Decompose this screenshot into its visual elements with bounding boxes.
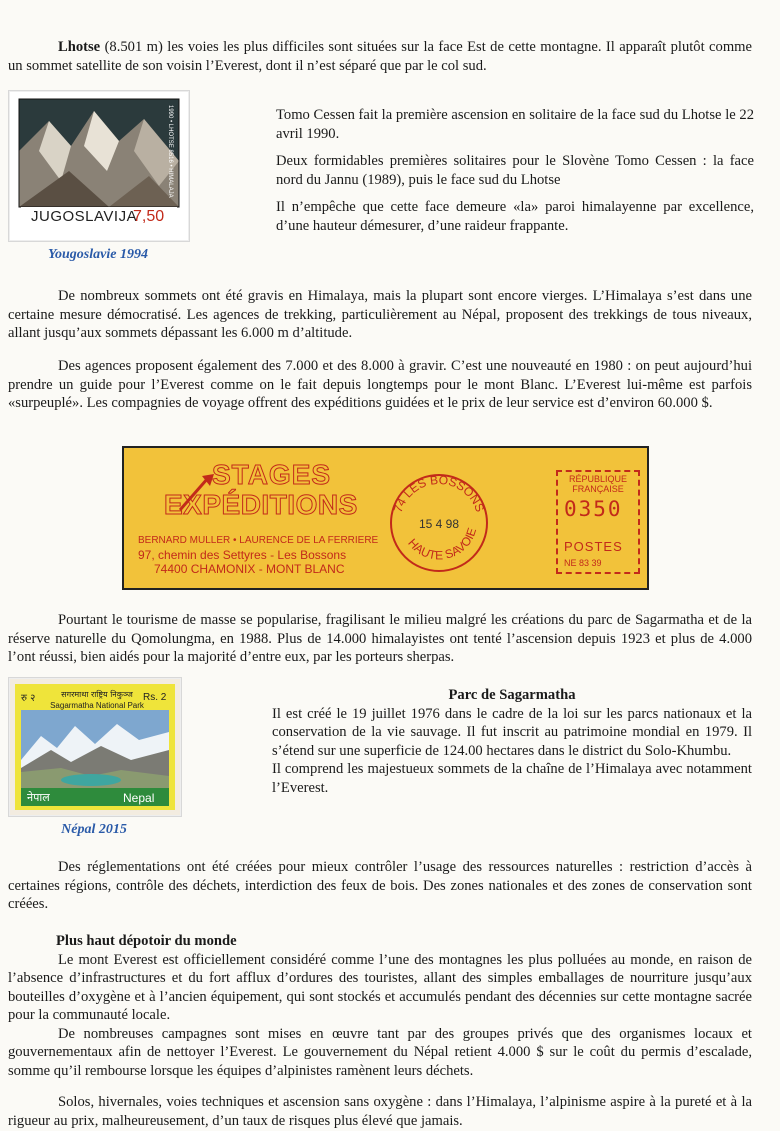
postmark-bottom: HAUTE SAVOIE — [405, 526, 480, 563]
lhotse-text-block — [276, 106, 754, 235]
intro-text: (8.501 m) les voies les plus difficiles sont situées sur la face Est de cette montagne. Il apparaît plutôt comme un sommet satellite de son voisin l’Everest, dont il n’est séparé que par le col sud. — [8, 39, 752, 74]
stamp1-band — [21, 207, 177, 229]
intro-paragraph — [8, 38, 752, 75]
stamp1-country: JUGOSLAVIJA — [31, 208, 138, 225]
stamp1-side-text: 1990 • LHOTSE 8516 • HIMALAJA — [167, 105, 173, 198]
meter-address-2: 74400 CHAMONIX - MONT BLANC — [154, 562, 345, 576]
para-solos: Solos, hivernales, voies techniques et ascension sans oxygène : dans l’Himalaya, l’alpinisme aspire à la pureté et à la rigueur au prix, malheureusement, d’un taux de risques plus élevé que jamais. — [8, 1094, 752, 1129]
stamp2-band — [21, 788, 169, 806]
depotoir-para-2: De nombreuses campagnes sont mises en œuvre tant par des groupes privés que des organismes locaux et gouvernementaux afin de nettoyer l’Everest. Le gouvernement du Népal retient 4.000 $ sur le coût du permis d’escalade, somme qu’il rembourse lorsque les équipes d’alpinistes ramènent leurs déchets. — [8, 1025, 752, 1079]
depotoir-para-1: Le mont Everest est officiellement considéré comme l’une des montagnes les plus polluées au monde, en raison de l’absence d’infrastructures et du fort afflux d’ordures des touristes, allant des simples emballages de nourriture jusqu’aux bouteilles d’oxygène et à l’ancien équipement, qui sont stockés et accumulés pendant des décennies sur cette montagne sacrée pour la communauté locale. — [8, 951, 752, 1023]
meter-republique: RÉPUBLIQUE FRANÇAISE — [568, 474, 628, 494]
stamp1-caption: Yougoslavie 1994 — [48, 247, 148, 262]
lhotse-heading: Lhotse — [58, 39, 101, 55]
para-tourisme: Pourtant le tourisme de masse se popularise, fragilisant le milieu malgré les créations du parc de Sagarmatha et de la réserve naturelle du Qomolungma, en 1988. Plus de 14.000 himalayistes ont tenté l’ascension depuis 1923 et plus de 4.000 l’ont réussi, bien aidés pour la majorité d’entre eux, par les porteurs sherpas. — [8, 612, 752, 665]
svg-text:74 LES BOSSONS — [391, 473, 487, 514]
stamp2-rs-right: Rs. 2 — [143, 692, 167, 703]
parc-para-2: Il comprend les majestueux sommets de la chaîne de l’Himalaya avec notamment l’Everest. — [272, 761, 752, 796]
meter-address-1: 97, chemin des Settyres - Les Bossons — [138, 548, 347, 562]
stamp2-title-np: सगरमाथा राष्ट्रिय निकुञ्ज — [61, 690, 133, 699]
stamp2-image — [21, 710, 169, 788]
meter-names: BERNARD MULLER • LAURENCE DE LA FERRIERE — [138, 535, 379, 546]
para-agences: Des agences proposent également des 7.000 et des 8.000 à gravir. C’est une nouveauté en 1980 : on peut aujourd’hui prendre un guide pour l’Everest comme on le fait depuis longtemps pour le mont Blanc. L’Everest lui-même est parfois «surpeuplé». Les compagnies de voyage offrent des expéditions guidées et le prix de leur service est d’environ 60.000 $. — [8, 358, 752, 411]
stamp2-rs-left: रु २ — [21, 693, 36, 704]
stamp2-nepal-en: Nepal — [123, 791, 155, 805]
nepal-stamp — [8, 677, 182, 817]
depotoir-title: Plus haut dépotoir du monde — [56, 933, 237, 949]
meter-line1: STAGES — [212, 459, 332, 490]
stamp2-nepal-np: नेपाल — [27, 791, 50, 804]
postmark-date: 15 4 98 — [418, 517, 460, 531]
meter-amount: 0350 — [564, 497, 623, 521]
lhotse-para-1: Tomo Cessen fait la première ascension en solitaire de la face sud du Lhotse le 22 avril 1990. — [276, 107, 754, 142]
para-reglementations: Des réglementations ont été créées pour mieux contrôler l’usage des ressources naturelles : restriction d’accès à certaines régions, contrôle des déchets, interdiction des feux de bois. Des zones nationales et des zones de conservation sont créées. — [8, 859, 752, 912]
postage-meter-frank — [122, 446, 649, 590]
depotoir-block — [8, 932, 752, 1080]
yugoslavia-stamp — [8, 90, 190, 242]
para-sommets: De nombreux sommets ont été gravis en Himalaya, mais la plupart sont encore vierges. L’Himalaya s’est dans une certaine mesure démocratisé. Les agences de trekking, particulièrement au Népal, proposent des trekkings de tous niveaux, allant jusqu’aux sommets dépassant les 6.000 m d’altitude. — [8, 288, 752, 341]
postmark-circle — [386, 470, 492, 576]
svg-text:HAUTE SAVOIE — [405, 526, 479, 562]
meter-value-box — [556, 470, 640, 574]
mountain-arrow-icon — [178, 472, 222, 512]
meter-code: NE 83 39 — [564, 558, 602, 568]
stamp2-caption: Népal 2015 — [61, 822, 127, 837]
parc-title: Parc de Sagarmatha — [448, 687, 576, 703]
meter-postes: POSTES — [564, 539, 623, 554]
stamp1-value: 7,50 — [133, 208, 165, 225]
parc-block — [272, 686, 752, 797]
stamp2-frame — [15, 684, 175, 810]
stamp2-title-en: Sagarmatha National Park — [50, 701, 144, 710]
postmark-top: 74 LES BOSSONS — [390, 472, 488, 515]
parc-para-1: Il est créé le 19 juillet 1976 dans le cadre de la loi sur les parcs nationaux et la conservation de la vie sauvage. Il fut inscrit au patrimoine mondial en 1979. Il s’étend sur une superficie de 124.00 hectares dans le district du Solo-Khumbu. — [272, 705, 752, 759]
lhotse-para-2: Deux formidables premières solitaires pour le Slovène Tomo Cessen : la face nord du Jannu (1989), puis le face sud du Lhotse — [276, 153, 754, 188]
meter-line2: EXPÉDITIONS — [164, 489, 358, 520]
lhotse-para-3: Il n’empêche que cette face demeure «la» paroi himalayenne par excellence, d’une hauteur démesurer, d’une raideur frappante. — [276, 199, 754, 234]
